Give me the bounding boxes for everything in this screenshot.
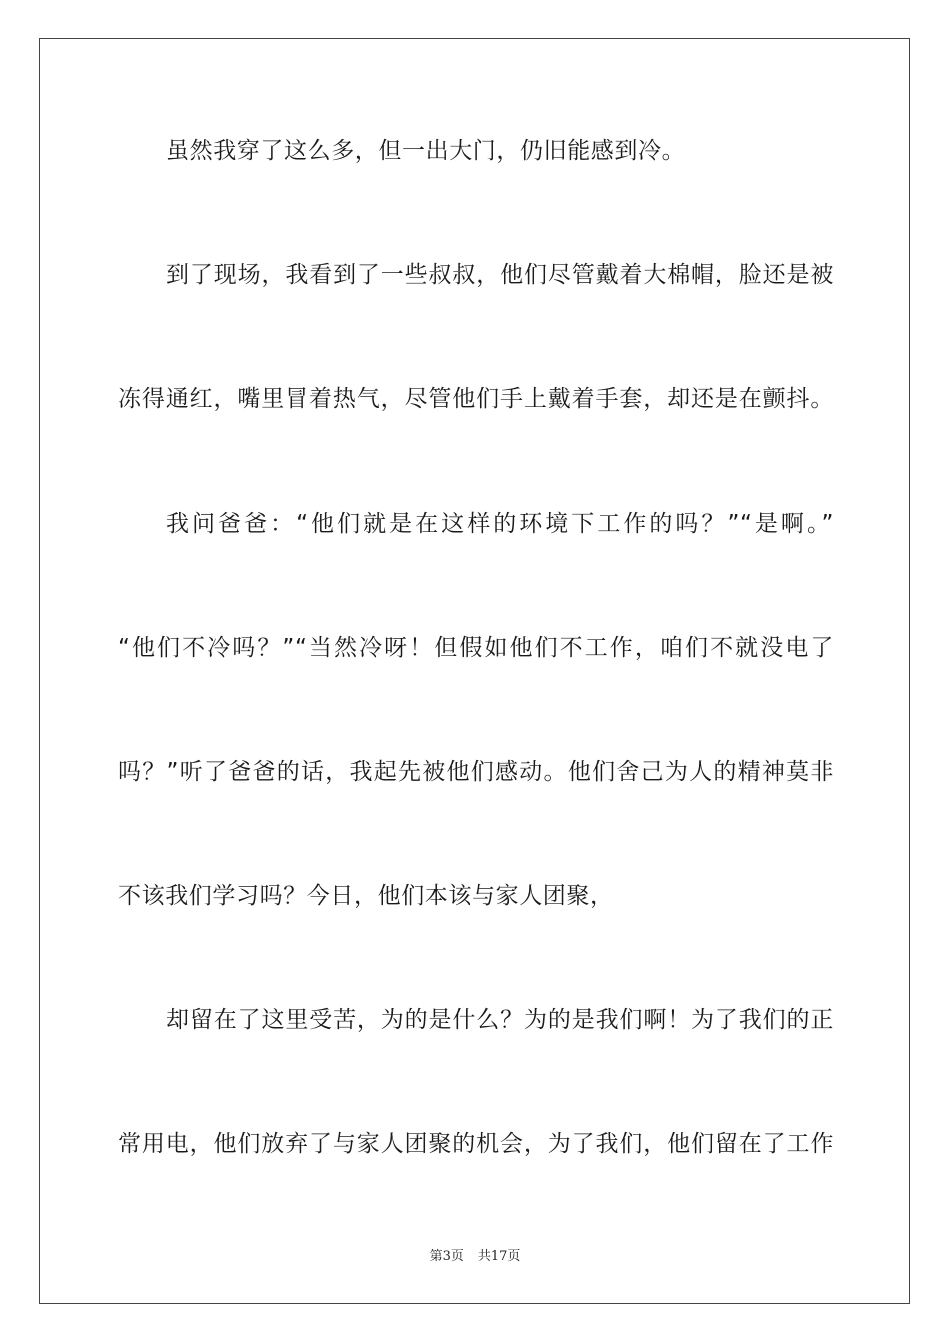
- page-footer: [0, 1249, 950, 1265]
- page-total: 共17页: [477, 1249, 521, 1264]
- text-line-2: 到了现场，我看到了一些叔叔，他们尽管戴着大棉帽，脸还是被: [166, 262, 834, 288]
- text-line-9: 常用电，他们放弃了与家人团聚的机会，为了我们，他们留在了工作: [118, 1131, 834, 1157]
- text-line-5: “他们不冷吗？”“当然冷呀！但假如他们不工作，咱们不就没电了: [118, 635, 834, 661]
- text-line-3: 冻得通红，嘴里冒着热气，尽管他们手上戴着手套，却还是在颤抖。: [118, 386, 834, 412]
- text-line-6: 吗？”听了爸爸的话，我起先被他们感动。他们舍己为人的精神莫非: [118, 759, 834, 785]
- text-line-7: 不该我们学习吗？今日，他们本该与家人团聚，: [118, 883, 614, 909]
- text-line-4: 我问爸爸：“他们就是在这样的环境下工作的吗？”“是啊。”: [166, 511, 834, 537]
- text-line-1: 虽然我穿了这么多，但一出大门，仍旧能感到冷。: [166, 138, 686, 164]
- page-number: 第3页: [429, 1249, 464, 1264]
- page-border: [39, 38, 910, 1304]
- text-line-8: 却留在了这里受苦，为的是什么？为的是我们啊！为了我们的正: [166, 1007, 834, 1033]
